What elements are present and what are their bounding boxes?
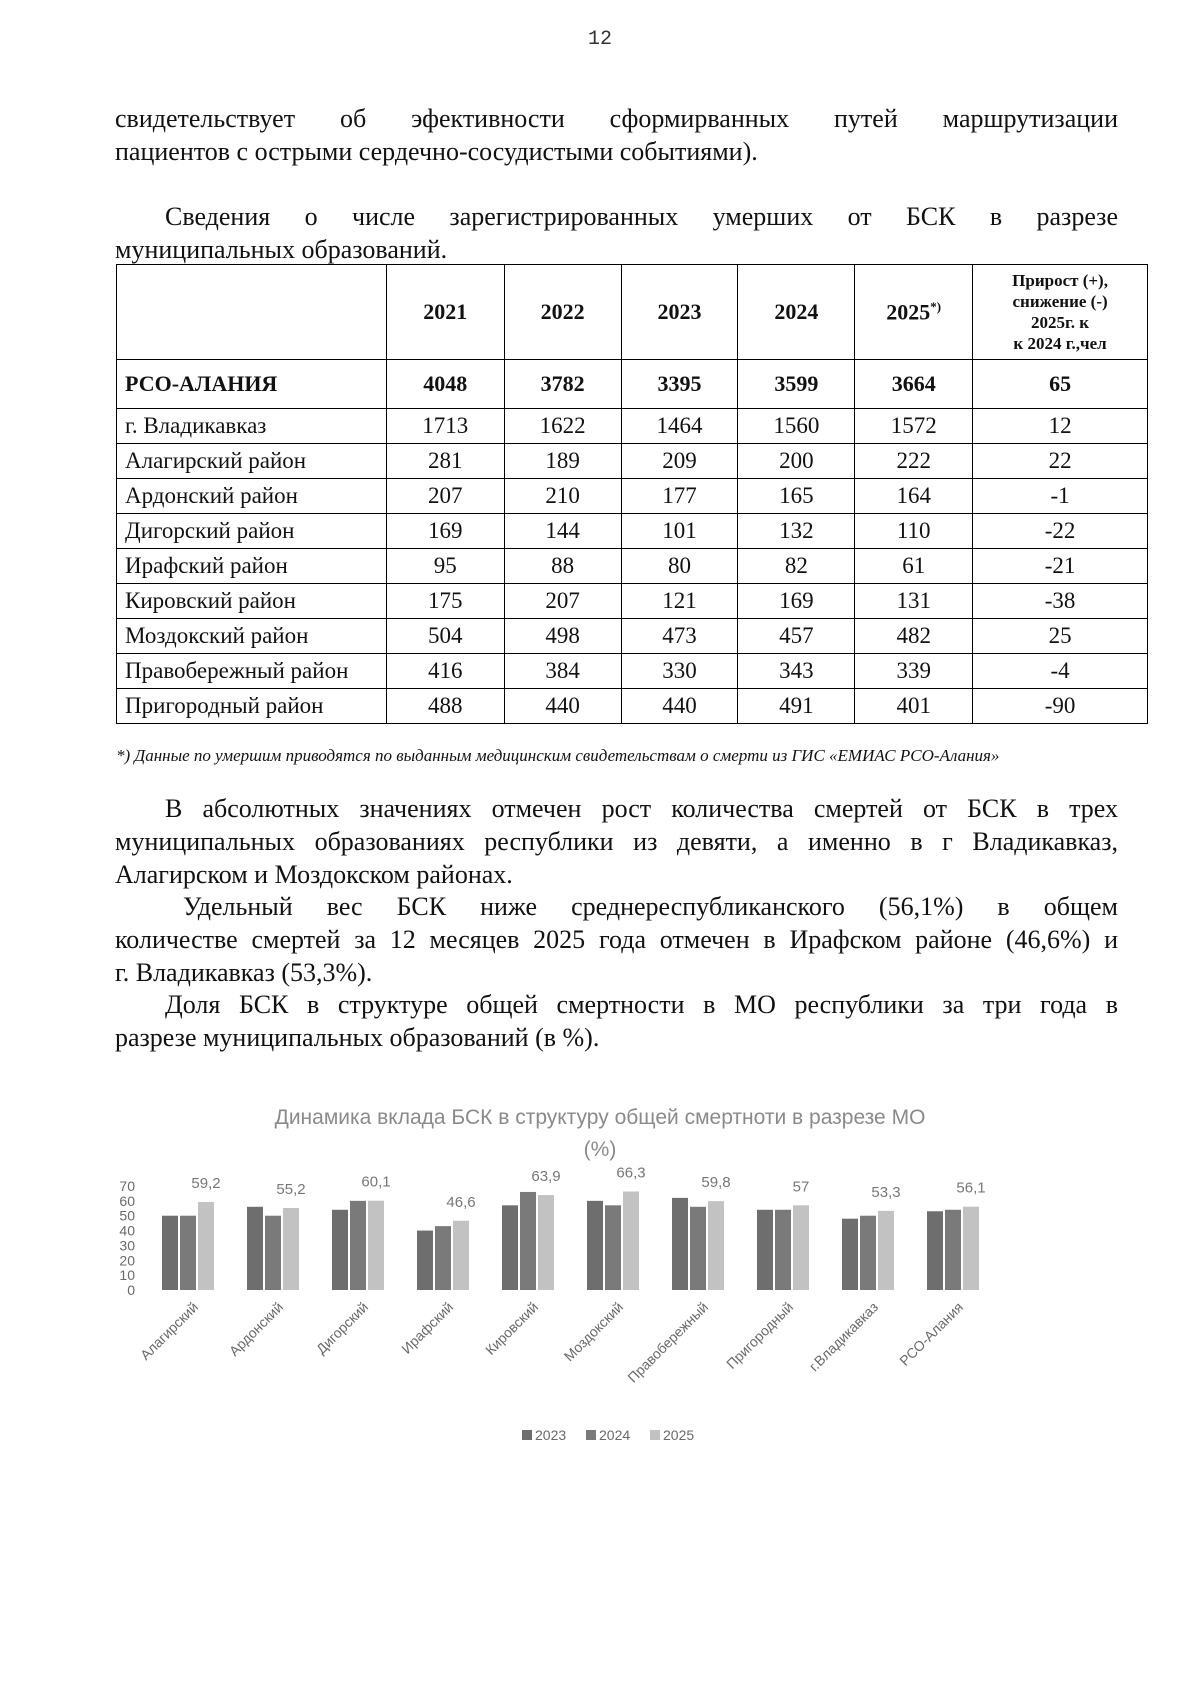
data-label: 57 [792,1178,810,1196]
header-2025 [855,265,973,360]
legend-label: 2025 [663,1427,695,1443]
table-header-row [117,265,1148,360]
table-total-row [117,360,1148,409]
row-value: 25 [973,619,1148,654]
table-footnote: *) Данные по умершим приводятся по выданным медицинским свидетельствам о смерти из ГИС «ЕМИАС РСО-Алания» [116,746,1000,765]
row-value: 440 [504,689,621,724]
row-value: 169 [386,514,504,549]
row-name: Дигорский район [117,514,387,549]
data-label: 53,3 [871,1183,901,1201]
bar-2023 [247,1207,263,1290]
row-value: 491 [738,689,855,724]
data-label: 56,1 [956,1179,986,1197]
bar-2024 [180,1216,196,1290]
row-value: 207 [504,584,621,619]
row-value: 165 [738,479,855,514]
y-tick-label: 0 [127,1282,135,1298]
row-name: Алагирский район [117,444,387,479]
row-value: 1622 [504,409,621,444]
row-value: 164 [855,479,973,514]
category-label: Ирафский [398,1298,457,1357]
category-label: Моздокский [560,1298,627,1365]
category-label: Правобережный [624,1298,712,1386]
row-value: 88 [504,549,621,584]
category-label: Алагирский [136,1298,202,1363]
bar-2025 [793,1205,809,1290]
chart-bars [162,1191,979,1290]
table-row [117,514,1148,549]
row-name: г. Владикавказ [117,409,387,444]
paragraph-2 [115,792,1118,891]
header-2021: 2021 [386,265,504,360]
legend-label: 2024 [599,1427,631,1443]
row-value: 110 [855,514,973,549]
header-growth-line: 2025г. к [1031,313,1090,332]
paragraph-line: пациентов с острыми сердечно-сосудистыми событиями). [115,137,758,166]
header-2025-year: 2025 [886,299,931,325]
row-value: 330 [621,654,738,689]
bar-2025 [368,1201,384,1290]
bar-2024 [265,1216,281,1290]
table-row [117,584,1148,619]
paragraph-line: муниципальных образованиях республики из девяти, а именно в г Владикавказ, [115,827,1118,856]
row-value: 189 [504,444,621,479]
row-value: -1 [973,479,1148,514]
data-label: 66,3 [616,1164,646,1182]
row-value: 498 [504,619,621,654]
row-value: 504 [386,619,504,654]
bar-2024 [775,1210,791,1290]
row-name: Ардонский район [117,479,387,514]
category-label: г.Владикавказ [805,1298,882,1375]
row-value: 177 [621,479,738,514]
header-growth [973,265,1148,360]
legend-swatch [522,1430,532,1440]
header-name-cell [117,265,387,360]
row-value: 95 [386,549,504,584]
y-tick-label: 60 [119,1192,135,1209]
footnote-mark: *) [930,298,942,314]
header-growth-line: к 2024 г.,чел [1013,334,1107,353]
chart-legend [522,1427,694,1443]
table-row [117,479,1148,514]
row-name: Кировский район [117,584,387,619]
total-name: РСО-АЛАНИЯ [117,360,387,409]
paragraph-line: Удельный вес БСК ниже среднереспубликанского (56,1%) в общем [183,892,1118,921]
row-value: -90 [973,689,1148,724]
bar-2023 [162,1216,178,1290]
row-value: 343 [738,654,855,689]
row-value: -22 [973,514,1148,549]
bar-2023 [672,1198,688,1290]
table-row [117,549,1148,584]
header-growth-line: снижение (-) [1012,292,1108,311]
row-value: 131 [855,584,973,619]
paragraph-3 [115,890,1118,989]
paragraph-line: Алагирском и Моздокском районах. [115,860,513,889]
header-2023: 2023 [621,265,738,360]
row-name: Ирафский район [117,549,387,584]
data-label: 59,2 [191,1175,221,1193]
total-2025: 3664 [855,360,973,409]
data-label: 63,9 [531,1168,561,1186]
bar-2025 [198,1202,214,1290]
bar-2024 [690,1207,706,1290]
bar-2023 [502,1205,518,1290]
bar-2023 [587,1201,603,1290]
paragraph-line: В абсолютных значениях отмечен рост количества смертей от БСК в трех [165,794,1118,823]
bar-2025 [453,1221,469,1290]
category-label: Дигорский [312,1298,372,1358]
row-value: 457 [738,619,855,654]
data-label: 46,6 [446,1193,476,1211]
row-value: 1572 [855,409,973,444]
data-label: 55,2 [276,1180,306,1198]
row-value: 1713 [386,409,504,444]
row-value: 281 [386,444,504,479]
row-name: Пригородный район [117,689,387,724]
bsk-share-chart [0,1090,1200,1490]
row-value: 169 [738,584,855,619]
legend-swatch [650,1430,660,1440]
table-row [117,654,1148,689]
paragraph-line: количестве смертей за 12 месяцев 2025 года отмечен в Ирафском районе (46,6%) и [115,925,1118,954]
bar-2025 [708,1201,724,1290]
chart-y-axis [119,1178,135,1298]
row-value: -4 [973,654,1148,689]
legend-label: 2023 [535,1427,567,1443]
bar-2025 [538,1195,554,1290]
chart-x-axis [137,1299,966,1386]
header-growth-line: Прирост (+), [1012,271,1108,290]
row-value: 82 [738,549,855,584]
paragraph-line: Доля БСК в структуре общей смертности в МО республики за три года в [165,990,1118,1019]
row-value: 207 [386,479,504,514]
y-tick-label: 20 [119,1252,135,1269]
bar-2023 [842,1219,858,1290]
row-value: 144 [504,514,621,549]
y-tick-label: 10 [119,1267,135,1284]
chart-title-line: Динамика вклада БСК в структуру общей смертноти в разрезе МО [274,1106,926,1129]
row-value: 132 [738,514,855,549]
row-value: 401 [855,689,973,724]
bar-2024 [435,1226,451,1290]
table-row [117,689,1148,724]
row-value: 339 [855,654,973,689]
page-number: 12 [587,28,612,51]
y-tick-label: 70 [119,1178,135,1194]
row-value: 1560 [738,409,855,444]
row-value: 61 [855,549,973,584]
mortality-table [116,264,1148,724]
bar-2024 [860,1216,876,1290]
total-2024: 3599 [738,360,855,409]
y-tick-label: 40 [119,1222,135,1239]
bar-2023 [927,1211,943,1290]
data-label: 59,8 [701,1174,731,1192]
row-value: 222 [855,444,973,479]
row-value: 80 [621,549,738,584]
total-2023: 3395 [621,360,738,409]
category-label: Пригородный [723,1298,797,1372]
row-value: 175 [386,584,504,619]
data-label: 60,1 [361,1173,391,1191]
row-value: 384 [504,654,621,689]
header-2024: 2024 [738,265,855,360]
row-name: Моздокский район [117,619,387,654]
row-value: 200 [738,444,855,479]
row-value: 12 [973,409,1148,444]
row-value: 209 [621,444,738,479]
total-growth: 65 [973,360,1148,409]
chart-title-line: (%) [583,1138,617,1161]
bar-2024 [520,1192,536,1290]
row-value: 482 [855,619,973,654]
table-caption [115,200,1118,266]
row-value: 1464 [621,409,738,444]
row-value: -38 [973,584,1148,619]
paragraph-4 [115,988,1118,1054]
category-label: Ардонский [225,1298,287,1360]
row-value: -21 [973,549,1148,584]
row-name: Правобережный район [117,654,387,689]
legend-swatch [586,1430,596,1440]
bar-2023 [332,1210,348,1290]
table-row [117,409,1148,444]
caption-line: муниципальных образований. [115,235,448,264]
bar-2024 [350,1201,366,1290]
bar-2024 [945,1210,961,1290]
bar-2025 [283,1208,299,1290]
y-tick-label: 50 [119,1207,135,1224]
category-label: Кировский [482,1298,542,1358]
row-value: 440 [621,689,738,724]
table-row [117,619,1148,654]
bar-2025 [623,1191,639,1290]
row-value: 210 [504,479,621,514]
caption-line: Сведения о числе зарегистрированных умерших от БСК в разрезе [165,202,1118,231]
bar-2023 [417,1231,433,1290]
header-2022: 2022 [504,265,621,360]
total-2021: 4048 [386,360,504,409]
bar-2023 [757,1210,773,1290]
row-value: 416 [386,654,504,689]
row-value: 101 [621,514,738,549]
row-value: 22 [973,444,1148,479]
total-2022: 3782 [504,360,621,409]
bar-2025 [878,1211,894,1290]
table-row [117,444,1148,479]
paragraph-1 [115,102,1118,168]
paragraph-line: г. Владикавказ (53,3%). [115,958,373,987]
y-tick-label: 30 [119,1237,135,1254]
category-label: РСО-Алания [896,1298,967,1369]
paragraph-line: свидетельствует об эфективности сформирванных путей маршрутизации [115,104,1118,133]
bar-2025 [963,1207,979,1290]
paragraph-line: разрезе муниципальных образований (в %). [115,1023,600,1052]
row-value: 121 [621,584,738,619]
row-value: 488 [386,689,504,724]
row-value: 473 [621,619,738,654]
bar-2024 [605,1205,621,1290]
